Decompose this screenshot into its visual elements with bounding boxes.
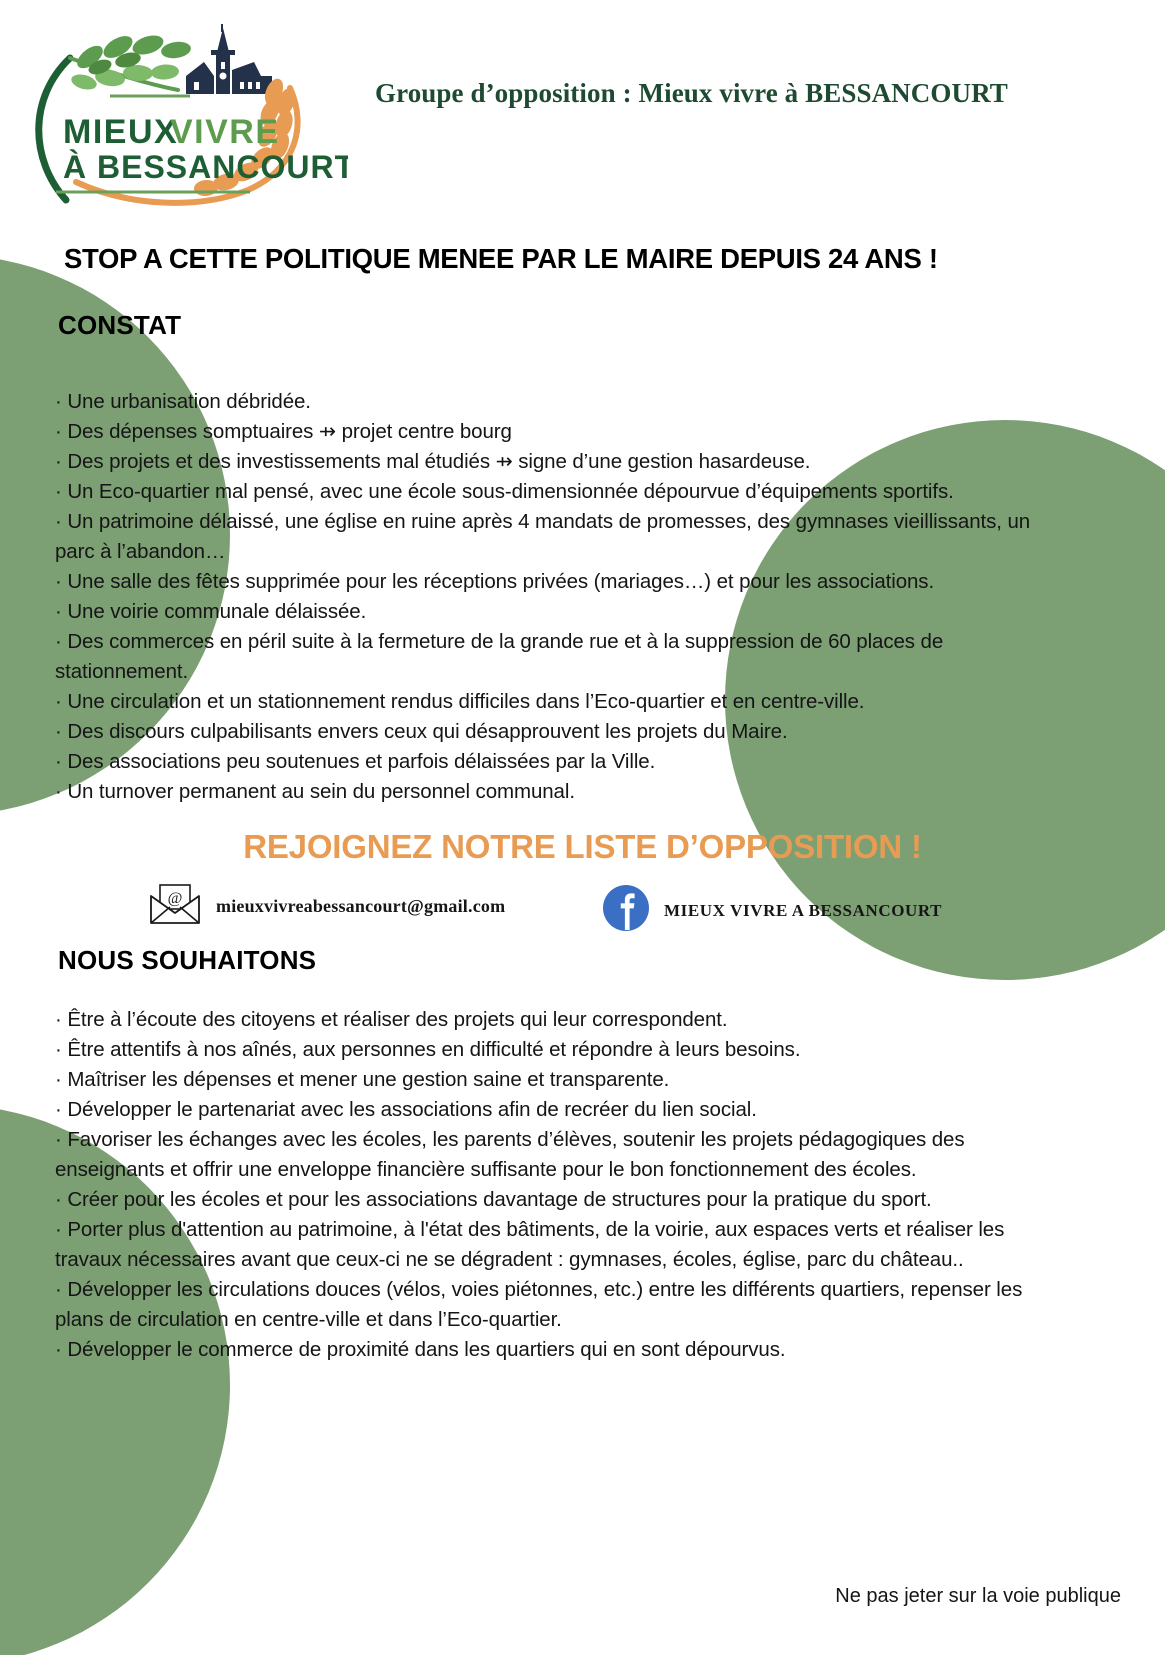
list-item: · Créer pour les écoles et pour les associations davantage de structures pour la pratique du sport. — [55, 1188, 932, 1211]
organization-title: Groupe d’opposition : Mieux vivre à BESSANCOURT — [375, 78, 1008, 108]
list-item: · Une voirie communale délaissée. — [55, 600, 367, 623]
list-item: · Un patrimoine délaissé, une église en ruine après 4 mandats de promesses, des gymnases vieillissants, un parc à l’abandon… — [55, 510, 1031, 563]
constat-list — [55, 387, 1055, 807]
section-heading-constat: CONSTAT — [58, 310, 182, 340]
list-item: · Des associations peu soutenues et parfois délaissées par la Ville. — [55, 750, 656, 773]
envelope-at-icon — [148, 882, 202, 931]
list-item: · Maîtriser les dépenses et mener une gestion saine et transparente. — [55, 1068, 670, 1091]
list-item: · Des projets et des investissements mal étudiés ⇸ signe d’une gestion hasardeuse. — [55, 450, 811, 473]
list-item: · Une salle des fêtes supprimée pour les réceptions privées (mariages…) et pour les associations. — [55, 570, 935, 593]
list-item: · Des discours culpabilisants envers ceux qui désapprouvent les projets du Maire. — [55, 720, 788, 743]
list-item: · Favoriser les échanges avec les écoles, les parents d’élèves, soutenir les projets pédagogiques des enseignants et offrir une enveloppe financière suffisante pour le bon fonctionnement des écoles. — [55, 1128, 965, 1181]
contact-email[interactable] — [148, 882, 505, 931]
facebook-icon — [602, 884, 650, 937]
svg-text:MIEUX: MIEUX — [63, 113, 179, 151]
list-item: · Être à l’écoute des citoyens et réaliser des projets qui leur correspondent. — [55, 1008, 728, 1031]
svg-text:À BESSANCOURT: À BESSANCOURT — [63, 149, 348, 185]
logo — [18, 10, 348, 215]
section-heading-souhaitons: NOUS SOUHAITONS — [58, 945, 317, 975]
contact-email-label: mieuxvivreabessancourt@gmail.com — [216, 896, 506, 916]
svg-text:VIVRE: VIVRE — [170, 113, 280, 151]
svg-text:@: @ — [167, 890, 183, 907]
list-item: · Développer le commerce de proximité dans les quartiers qui en sont dépourvus. — [55, 1338, 786, 1361]
contact-facebook-label: MIEUX VIVRE A BESSANCOURT — [664, 900, 943, 920]
list-item: · Développer les circulations douces (vélos, voies piétonnes, etc.) entre les différents quartiers, repenser les plans de circulation en centre-ville et dans l’Eco-quartier. — [55, 1278, 1023, 1331]
page-title: STOP A CETTE POLITIQUE MENEE PAR LE MAIRE DEPUIS 24 ANS ! — [64, 243, 938, 274]
footer-note: Ne pas jeter sur la voie publique — [835, 1585, 1121, 1607]
list-item: · Porter plus d'attention au patrimoine, à l'état des bâtiments, de la voirie, aux espaces verts et réaliser les travaux nécessaires avant que ceux-ci ne se dégradent : gymnases, écoles, église, parc du château.. — [55, 1218, 1005, 1271]
list-item: · Des dépenses somptuaires ⇸ projet centre bourg — [55, 420, 512, 443]
contact-facebook[interactable] — [602, 884, 942, 937]
souhaitons-list — [55, 1005, 1055, 1365]
list-item: · Une urbanisation débridée. — [55, 390, 311, 413]
list-item: · Une circulation et un stationnement rendus difficiles dans l’Eco-quartier et en centre-ville. — [55, 690, 865, 713]
list-item: · Un turnover permanent au sein du personnel communal. — [55, 780, 575, 803]
call-to-action: REJOIGNEZ NOTRE LISTE D’OPPOSITION ! — [243, 828, 922, 865]
contact-row — [0, 882, 1165, 940]
list-item: · Développer le partenariat avec les associations afin de recréer du lien social. — [55, 1098, 757, 1121]
list-item: · Un Eco-quartier mal pensé, avec une école sous-dimensionnée dépourvue d’équipements sportifs. — [55, 480, 954, 503]
header — [0, 0, 1165, 218]
list-item: · Des commerces en péril suite à la fermeture de la grande rue et à la suppression de 60 places de stationnement. — [55, 630, 944, 683]
list-item: · Être attentifs à nos aînés, aux personnes en difficulté et répondre à leurs besoins. — [55, 1038, 801, 1061]
